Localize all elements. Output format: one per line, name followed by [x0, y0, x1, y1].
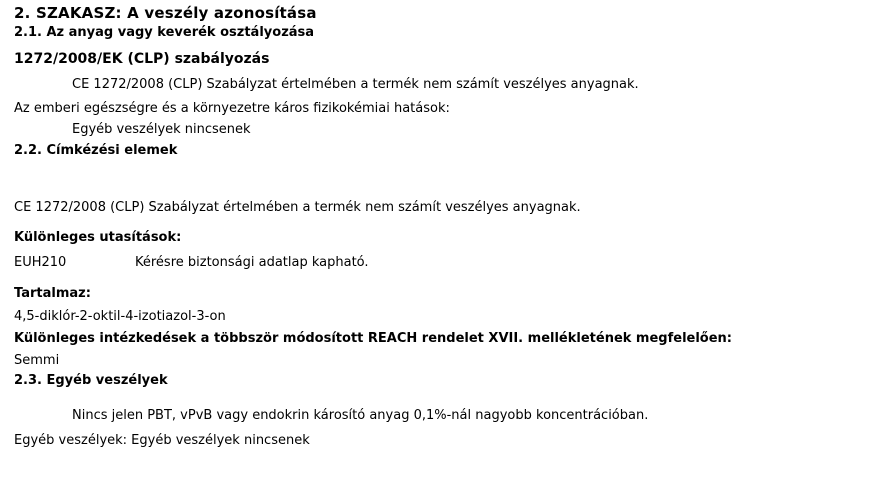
- subsection-2-3-title: 2.3. Egyéb veszélyek: [14, 373, 168, 388]
- labelling-clp-statement: CE 1272/2008 (CLP) Szabályzat értelmében a termék nem számít veszélyes anyagnak.: [14, 200, 581, 215]
- reach-restrictions-value: Semmi: [14, 353, 60, 368]
- subsection-2-2-title: 2.2. Címkézési elemek: [14, 143, 178, 158]
- other-hazards-line: Egyéb veszélyek: Egyéb veszélyek nincsenek: [14, 433, 310, 448]
- euh-code: EUH210: [14, 255, 67, 270]
- special-instructions-heading: Különleges utasítások:: [14, 230, 182, 245]
- physicochemical-effects-label: Az emberi egészségre és a környezetre káros fizikokémiai hatások:: [14, 101, 450, 116]
- clp-regulation-heading: 1272/2008/EK (CLP) szabályozás: [14, 51, 270, 67]
- subsection-2-1-title: 2.1. Az anyag vagy keverék osztályozása: [14, 25, 315, 40]
- section-2-heading: 2. SZAKASZ: A veszély azonosítása: [14, 4, 317, 22]
- contains-heading: Tartalmaz:: [14, 286, 91, 301]
- clp-classification-statement: CE 1272/2008 (CLP) Szabályzat értelmében a termék nem számít veszélyes anyagnak.: [72, 77, 639, 92]
- euh-statement-text: Kérésre biztonsági adatlap kapható.: [135, 255, 369, 270]
- physicochemical-effects-value: Egyéb veszélyek nincsenek: [72, 122, 251, 137]
- contains-substance: 4,5-diklór-2-oktil-4-izotiazol-3-on: [14, 309, 226, 324]
- pbt-vpvb-statement: Nincs jelen PBT, vPvB vagy endokrin károsító anyag 0,1%-nál nagyobb koncentrációban.: [72, 408, 649, 423]
- reach-restrictions-heading: Különleges intézkedések a többször módosított REACH rendelet XVII. mellékletének megfelelően:: [14, 331, 733, 346]
- euh-statement-row: [14, 255, 369, 271]
